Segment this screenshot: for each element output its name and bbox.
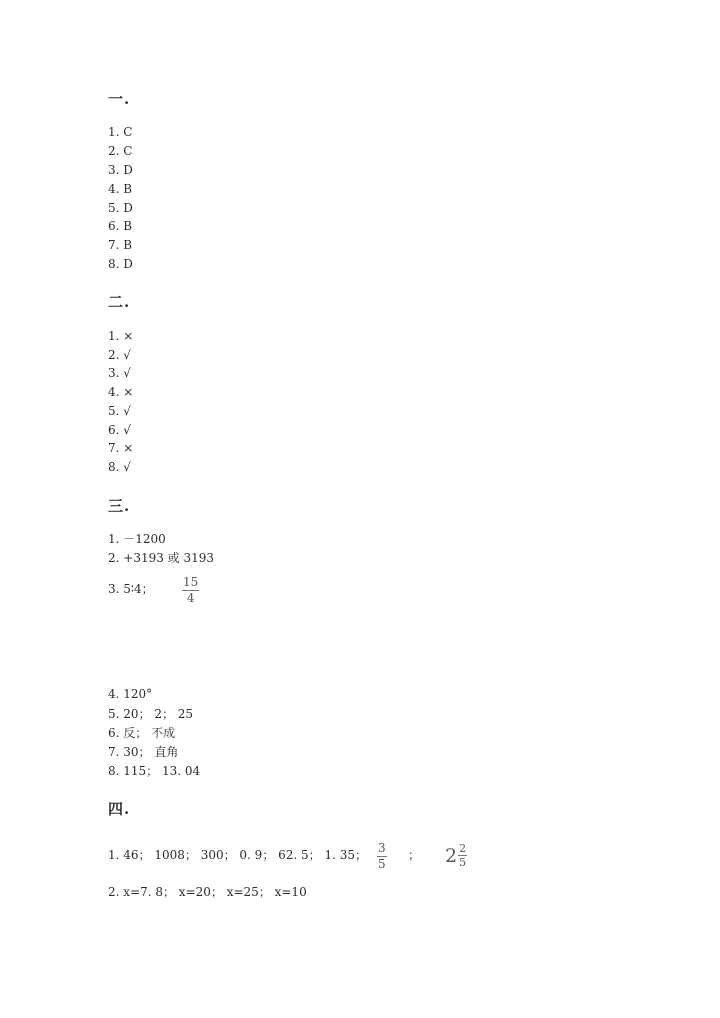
section-4-item-1-separator: ； <box>408 848 421 862</box>
fraction-numerator: 3 <box>378 841 386 855</box>
section-2-item-3: 3. √ <box>108 366 131 380</box>
section-1-item-2: 2. C <box>108 144 133 158</box>
section-3-item-4: 4. 120° <box>108 687 153 701</box>
section-3-item-2: 2. +3193 或 3193 <box>108 551 215 565</box>
fraction-denominator: 4 <box>186 591 195 605</box>
section-3-item-6: 6. 反； 不成 <box>108 726 176 740</box>
section-3-item-7: 7. 30； 直角 <box>108 745 179 759</box>
section-2-item-8: 8. √ <box>108 460 131 474</box>
section-2-item-7: 7. × <box>108 441 134 455</box>
section-4-item-2: 2. x=7. 8； x=20； x=25； x=10 <box>108 885 307 899</box>
section-1-item-1: 1. C <box>108 125 133 139</box>
section-2-item-5: 5. √ <box>108 404 131 418</box>
section-3-item-3-fraction <box>182 576 199 605</box>
section-2-item-4: 4. × <box>108 385 134 399</box>
fraction-numerator: 15 <box>183 575 199 589</box>
section-3-heading: 三. <box>108 497 131 515</box>
section-3-item-3: 3. 5∶4； <box>108 582 154 596</box>
fraction-numerator: 2 <box>459 842 467 855</box>
section-2-item-6: 6. √ <box>108 423 131 437</box>
mixed-number-fraction <box>458 843 467 868</box>
section-2-item-1: 1. × <box>108 329 134 343</box>
section-1-heading: 一. <box>108 90 131 108</box>
section-4-item-1-mixed-number <box>445 843 467 868</box>
mixed-number-whole: 2 <box>445 844 458 867</box>
section-4-heading: 四. <box>108 800 131 818</box>
section-4-item-1: 1. 46； 1008； 300； 0. 9； 62. 5； 1. 35； <box>108 848 368 862</box>
section-4-item-1-fraction <box>377 842 387 871</box>
section-3-item-8: 8. 115； 13. 04 <box>108 764 201 778</box>
section-1-item-3: 3. D <box>108 163 133 177</box>
fraction-denominator: 5 <box>378 857 386 871</box>
section-1-item-7: 7. B <box>108 238 133 252</box>
fraction-denominator: 5 <box>459 856 467 869</box>
section-3-item-1: 1. －1200 <box>108 532 166 546</box>
section-1-item-5: 5. D <box>108 201 133 215</box>
section-1-item-4: 4. B <box>108 182 133 196</box>
section-2-heading: 二. <box>108 293 131 311</box>
section-1-item-8: 8. D <box>108 257 133 271</box>
section-3-item-5: 5. 20； 2； 25 <box>108 707 194 721</box>
section-2-item-2: 2. √ <box>108 348 131 362</box>
section-1-item-6: 6. B <box>108 219 133 233</box>
